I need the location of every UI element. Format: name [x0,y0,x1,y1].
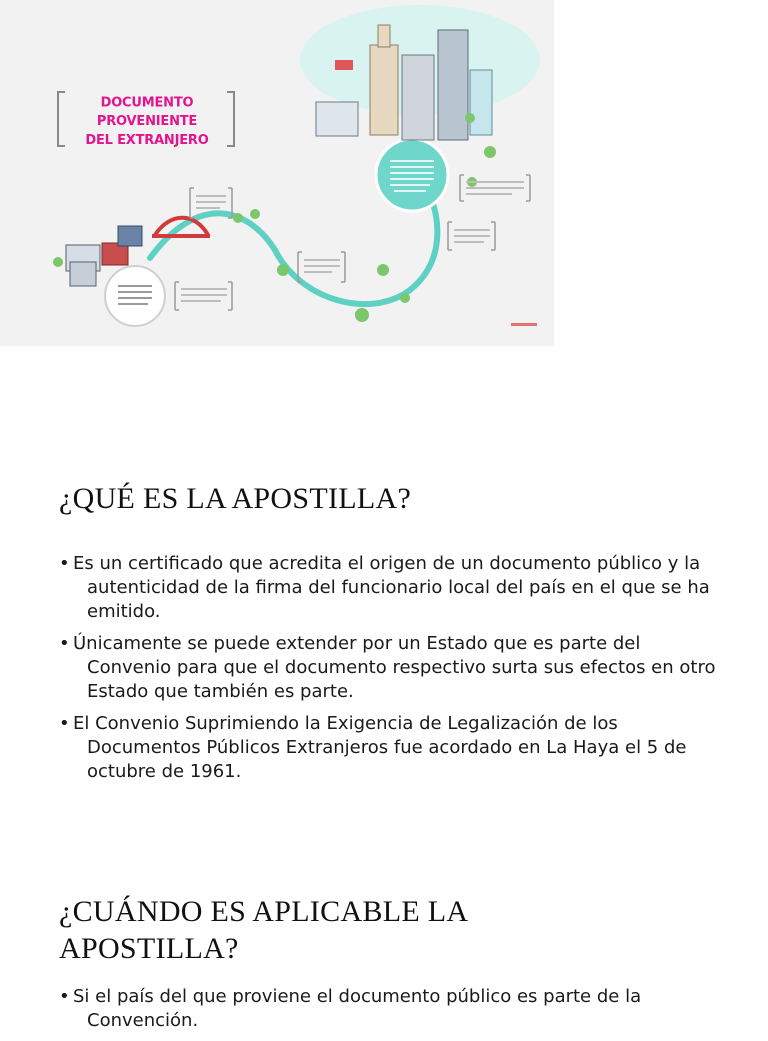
hero-title-line2: DEL EXTRANJERO [85,132,209,149]
list-item [59,552,739,624]
bullet-list-que-es [59,552,739,792]
bullet-dot: • [59,553,70,574]
bullet-text-first-line: El Convenio Suprimiendo la Exigencia de Legalización de los [73,713,618,734]
bullet-text-rest: autenticidad de la firma del funcionario local del país en el que se ha emitido. [87,577,710,622]
bullet-text-rest: Documentos Públicos Extranjeros fue acordado en La Haya el 5 de octubre de 1961. [87,737,687,782]
hero-illustration [0,0,554,346]
bullet-dot: • [59,986,70,1007]
bullet-text-first-line: Si el país del que proviene el documento público es parte de la [73,986,642,1007]
list-item [59,985,739,1033]
bullet-text-first-line: Es un certificado que acredita el origen de un documento público y la [73,553,701,574]
section-title-cuando: ¿CUÁNDO ES APLICABLE LA APOSTILLA? [59,895,467,965]
bullet-dot: • [59,713,70,734]
bullet-dot: • [59,633,70,654]
bullet-text-first-line: Únicamente se puede extender por un Estado que es parte del [73,633,641,654]
section-title-que-es: ¿QUÉ ES LA APOSTILLA? [59,482,412,515]
list-item [59,712,739,784]
bullet-list-cuando [59,985,739,1041]
info-circle-bottom [105,266,165,326]
list-item [59,632,739,704]
hero-graphic [0,0,554,346]
info-circle-top [376,139,448,211]
bullet-text-rest: Convención. [87,1010,199,1031]
hero-title-line1: DOCUMENTO PROVENIENTE [96,94,198,130]
bullet-text-rest: Convenio para que el documento respectivo surta sus efectos en otro Estado que también es parte. [87,657,716,702]
hero-title [62,94,232,151]
journey-path [150,195,437,304]
